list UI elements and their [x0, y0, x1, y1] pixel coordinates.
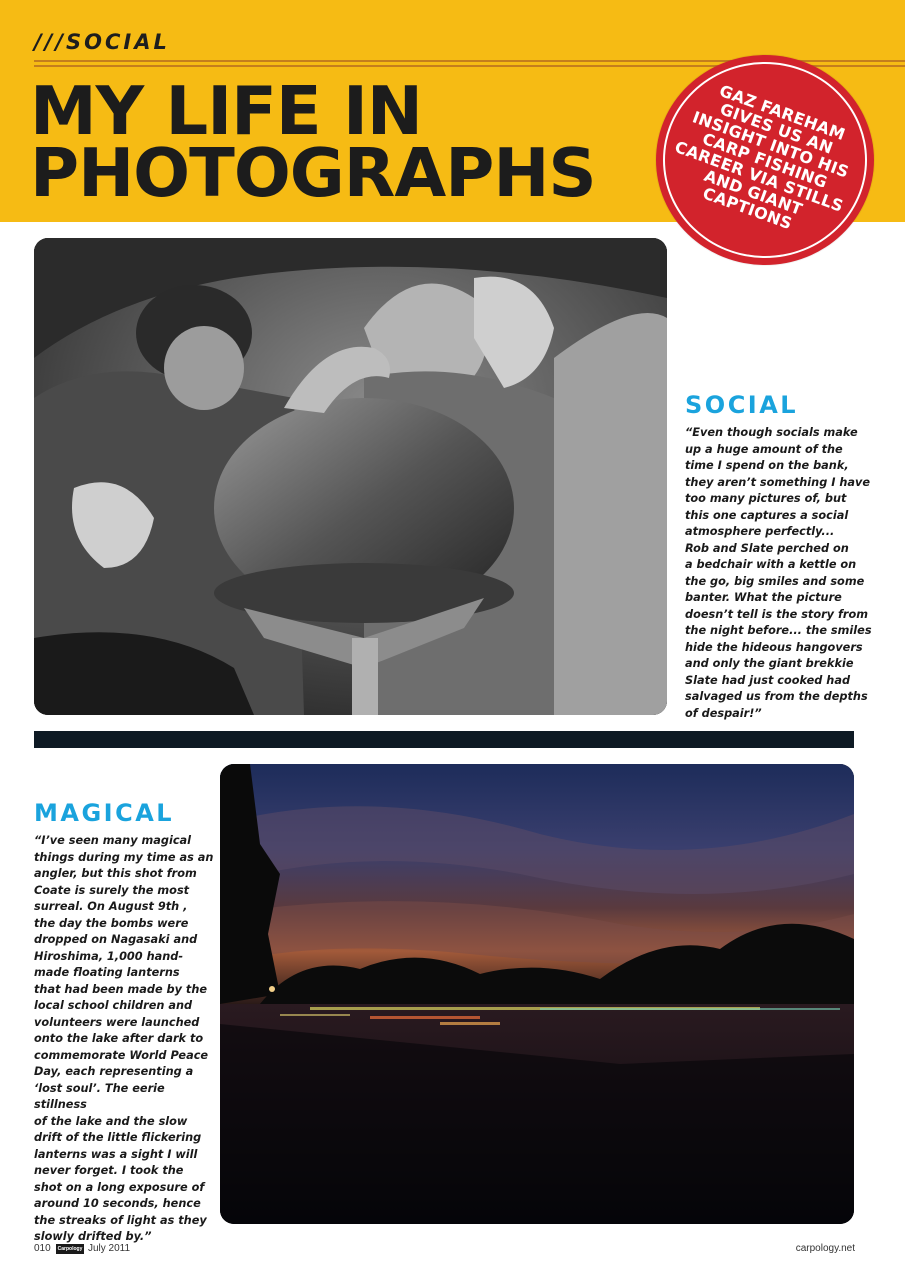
social-caption: “Even though socials make up a huge amount of the time I spend on the bank, they aren’t something I have too many pictures of, but this one captures a social atmosphere perfectly... Rob and Slate perched on a bedchair with a kettle on the go, big smiles and some banter. What the picture doesn’t tell is the story from the night before... the smiles hide the hideous hangovers and only the giant brekkie Slate had just cooked had salvaged us from the depths of despair!”: [685, 426, 872, 720]
magical-heading: MAGICAL: [34, 799, 175, 827]
badge-text: GAZ FAREHAM GIVES US AN INSIGHT INTO HIS CARP FISHING CAREER VIA STILLS AND GIANT CAPTIONS: [672, 80, 852, 233]
magazine-logo: Carpology: [57, 1246, 83, 1252]
magical-photo-image: [220, 764, 854, 1224]
page-number: 010: [34, 1243, 51, 1254]
social-photo-image: [34, 238, 667, 715]
section-tag: ///SOCIAL: [34, 30, 170, 54]
page-headline: MY LIFE IN PHOTOGRAPHS: [30, 72, 596, 212]
magical-caption: “I’ve seen many magical things during my time as an angler, but this shot from Coate is surely the most surreal. On August 9th , the day the bombs were dropped on Nagasaki and Hiroshima, 1,000 hand- made floating lanterns that had been made by the local school children and volunteers were launched onto the lake after dark to commemorate World Peace Day, each representing a ‘lost soul’. The eerie stillness of the lake and the slow drift of the little flickering lanterns was a sight I will never forget. I took the shot on a long exposure of around 10 seconds, hence the streaks of light as they slowly drifted by.”: [34, 834, 214, 1243]
issue-date: July 2011: [88, 1243, 131, 1254]
magical-photo: [220, 764, 854, 1224]
intro-badge: [656, 55, 874, 265]
social-heading: SOCIAL: [685, 391, 799, 419]
social-photo: [34, 238, 667, 715]
section-divider: [34, 731, 854, 748]
website-url: carpology.net: [795, 1243, 855, 1254]
